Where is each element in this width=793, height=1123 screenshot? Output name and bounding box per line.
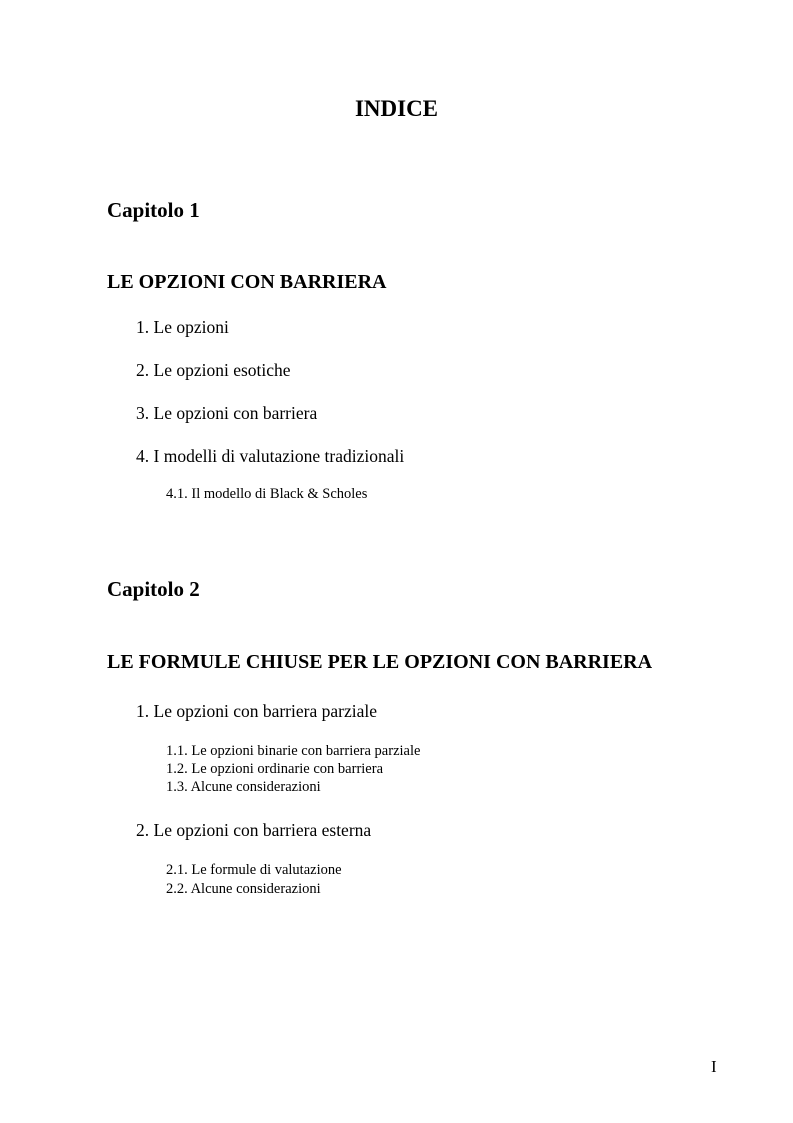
toc-item: 2. Le opzioni esotiche	[136, 360, 291, 380]
toc-subitem: 1.1. Le opzioni binarie con barriera parziale	[166, 743, 421, 759]
page-title: INDICE	[354, 96, 439, 121]
toc-item: 3. Le opzioni con barriera	[136, 403, 318, 423]
chapter-2-label: Capitolo 2	[107, 577, 200, 601]
page-number: I	[711, 1057, 717, 1076]
chapter-1-heading: LE OPZIONI CON BARRIERA	[107, 271, 387, 293]
chapter-2-heading: LE FORMULE CHIUSE PER LE OPZIONI CON BARRIERA	[107, 651, 653, 673]
toc-subitem: 4.1. Il modello di Black & Scholes	[166, 486, 368, 502]
toc-item: 4. I modelli di valutazione tradizionali	[136, 446, 405, 466]
toc-item: 2. Le opzioni con barriera esterna	[136, 820, 372, 840]
toc-subitem: 2.1. Le formule di valutazione	[166, 862, 342, 878]
toc-subitem: 1.2. Le opzioni ordinarie con barriera	[166, 761, 384, 777]
toc-subitem: 1.3. Alcune considerazioni	[166, 779, 321, 795]
toc-item: 1. Le opzioni	[136, 317, 229, 337]
chapter-1-label: Capitolo 1	[107, 198, 200, 222]
toc-subitem: 2.2. Alcune considerazioni	[166, 881, 321, 897]
toc-item: 1. Le opzioni con barriera parziale	[136, 701, 377, 721]
